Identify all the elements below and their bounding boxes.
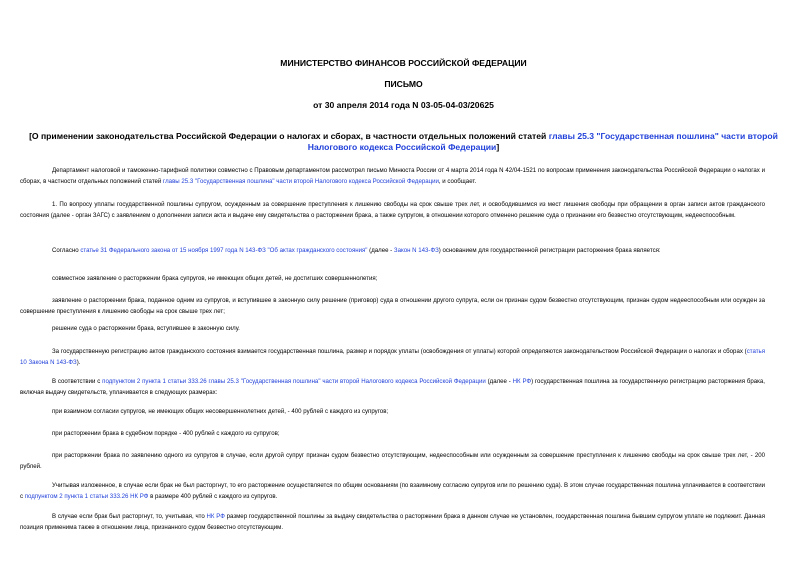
text: В случае если брак был расторгнут, то, учитывая, что — [52, 513, 207, 520]
paragraph-ground-joint-application: совместное заявление о расторжении брака супругов, не имеющих общих детей, не достигших совершеннолетия; — [52, 275, 378, 282]
text: (далее - — [367, 247, 394, 254]
link-nk-rf-2[interactable]: НК РФ — [206, 513, 225, 520]
link-article-10[interactable]: статья 10 Закона N 143-ФЗ — [20, 348, 765, 367]
paragraph-state-duty — [20, 346, 765, 368]
text: в размере 400 рублей с каждого из супругов. — [148, 493, 278, 501]
paragraph-divorced — [20, 511, 765, 533]
paragraph-question-1: 1. По вопросу уплаты государственной пошлины супругом, осужденным за совершение преступления к лишению свободы на срок свыше трех лет, и освободившимся из мест лишения свободы при обращении в орган записи актов гражданского состояния (далее - орган ЗАГС) с заявлением о дополнении записи акта и выдаче ему свидетельства о расторжении брака, а также супругом, в отношении которого отменено решение суда о признании его безвестно отсутствующим, недееспособным. — [20, 201, 765, 220]
link-nk-rf[interactable]: НК РФ — [512, 378, 532, 385]
title-close: ] — [496, 142, 500, 152]
document-header-ministry: МИНИСТЕРСТВО ФИНАНСОВ РОССИЙСКОЙ ФЕДЕРАЦИИ — [280, 58, 527, 68]
paragraph-tax-code — [20, 376, 765, 398]
paragraph-rate-court: при расторжении брака в судебном порядке - 400 рублей с каждого из супругов; — [52, 430, 280, 437]
text: Согласно — [52, 247, 81, 254]
document-header-date-number: от 30 апреля 2014 года N 03-05-04-03/20625 — [313, 100, 494, 110]
link-subparagraph-333-26[interactable]: подпунктом 2 пункта 1 статьи 333.26 главы 25.3 "Государственная пошлина" части второй Налогового кодекса Российской Федерации — [102, 378, 486, 385]
link-chapter-25-3[interactable]: главы 25.3 "Государственная пошлина" части второй Налогового кодекса Российской Федерации — [163, 178, 439, 186]
title-link[interactable]: главы 25.3 "Государственная пошлина" части второй Налогового кодекса Российской Федерации — [307, 131, 778, 152]
text: (далее - — [485, 378, 513, 385]
paragraph-conclusion — [20, 480, 765, 502]
paragraph-rate-one-spouse: при расторжении брака по заявлению одного из супругов в случае, если другой супруг признан судом безвестно отсутствующим, недееспособным или осужденным за совершение преступления к лишению свободы на срок свыше трех лет, - 200 рублей. — [20, 452, 765, 471]
paragraph-article-31 — [20, 245, 765, 256]
text: Учитывая изложенное, в случае если брак не был расторгнут, то его расторжение осуществляется по общим основаниям (по взаимному согласию супругов или по решению суда). В этом случае государственная пошлина уплачивается в соответствии с — [20, 482, 765, 501]
paragraph-rate-mutual-consent: при взаимном согласии супругов, не имеющих общих несовершеннолетних детей, - 400 рублей с каждого из супругов; — [52, 408, 389, 415]
link-law-143[interactable]: Закон N 143-ФЗ — [393, 247, 439, 254]
link-subparagraph-333-26-nk[interactable]: подпунктом 2 пункта 1 статьи 333.26 НК РФ — [24, 493, 149, 501]
link-article-31-law-143[interactable]: статье 31 Федерального закона от 15 ноября 1997 года N 143-ФЗ "Об актах гражданского состояния" — [80, 247, 368, 254]
document-header-type: ПИСЬМО — [384, 79, 423, 89]
paragraph-intro — [20, 165, 765, 187]
text: ) государственная пошлина за государственную регистрацию расторжения брака, включая выдачу свидетельств, уплачивается в следующих размерах: — [20, 378, 765, 397]
text: За государственную регистрацию актов гражданского состояния взимается государственная пошлина, размер и порядок уплаты (освобождения от уплаты) которой определяются законодательством Российской Федерации о налогах и сборах ( — [52, 348, 747, 355]
text: , и сообщает. — [438, 178, 477, 186]
text: размер государственной пошлины за выдачу свидетельства о расторжении брака в данном случае не установлен, государственная пошлина бывшим супругом уплате не подлежит. Данная позиция применима также в отношении лица, признанного судом безвестно отсутствующим. — [20, 513, 765, 532]
text: ). — [76, 359, 81, 367]
paragraph-ground-court-decision: решение суда о расторжении брака, вступившее в законную силу. — [52, 325, 240, 332]
document-title — [20, 131, 787, 153]
text: Департамент налоговой и таможенно-тарифной политики совместно с Правовым департаментом рассмотрел письмо Минюста России от 4 марта 2014 года N 42/04-1521 по вопросам применения законодательства Российской Федерации о налогах и сборах, в частности отдельных положений статей — [20, 167, 765, 186]
text: В соответствии с — [52, 378, 103, 385]
title-text: [О применении законодательства Российской Федерации о налогах и сборах, в частности отдельных положений статей — [29, 131, 549, 141]
text: ) основанием для государственной регистрации расторжения брака является: — [438, 247, 661, 254]
paragraph-ground-one-spouse: заявление о расторжении брака, поданное одним из супругов, и вступившее в законную силу решение (приговор) суда в отношении другого супруга, если он признан судом безвестно отсутствующим, признан судом недееспособным или осужден за совершение преступления к лишению свободы на срок свыше трех лет; — [20, 297, 765, 316]
